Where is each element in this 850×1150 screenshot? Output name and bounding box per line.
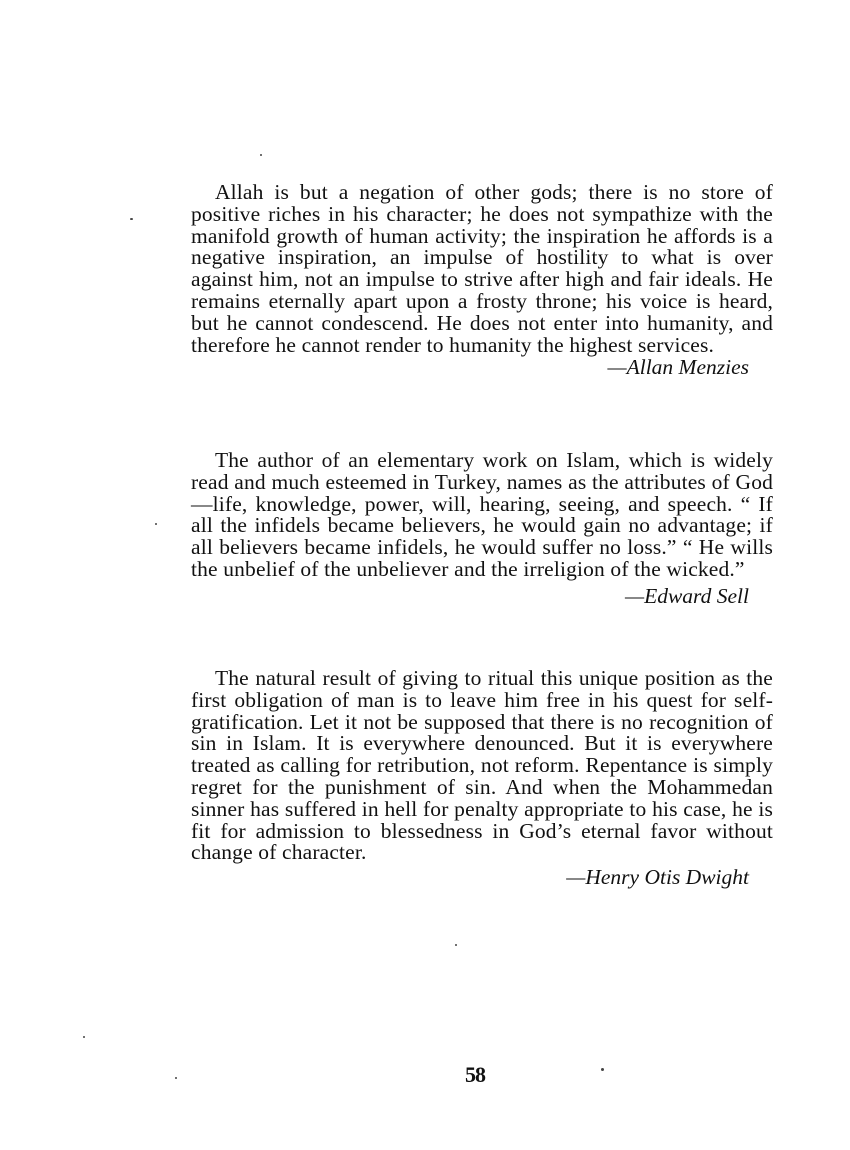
scan-speck (260, 154, 262, 156)
quote-attribution: —Henry Otis Dwight (566, 865, 749, 890)
page-number: 58 (465, 1062, 485, 1087)
scan-speck (83, 1036, 85, 1038)
scan-speck (130, 218, 133, 220)
quote-dwight (191, 668, 773, 888)
quote-attribution: —Edward Sell (624, 583, 749, 608)
quote-sell (191, 450, 773, 607)
scan-speck (455, 944, 457, 946)
quote-text: The author of an elementary work on Islam, which is widely read and much esteemed in Turkey, names as the attributes of God—life, knowledge, power, will, hearing, seeing, and speech. “ If all the infidels became believers, he would gain no advantage; if all believers became infidels, he would suffer no loss.” “ He wills the unbelief of the unbeliever and the irreligion of the wicked.” (191, 448, 773, 581)
quote-menzies (191, 182, 773, 378)
scan-speck (601, 1068, 604, 1071)
quote-text: Allah is but a negation of other gods; there is no store of positive riches in his character; he does not sympathize with the manifold growth of human activity; the inspiration he affords is a negative inspiration, an impulse of hostility to what is over against him, not an impulse to strive after high and fair ideals. He remains eternally apart upon a frosty throne; his voice is heard, but he cannot condescend. He does not enter into humanity, and therefore he cannot render to humanity the highest services. (191, 180, 773, 357)
quote-attribution: —Allan Menzies (607, 355, 749, 380)
scan-speck (155, 523, 157, 525)
quote-text: The natural result of giving to ritual this unique position as the first obligation of man is to leave him free in his quest for self-gratification. Let it not be supposed that there is no recognition of sin in Islam. It is everywhere denounced. But it is everywhere treated as calling for retribution, not reform. Repentance is simply regret for the punishment of sin. And when the Mohammedan sinner has suffered in hell for penalty appropriate to his case, he is fit for admission to blessedness in God’s eternal favor without change of character. (191, 666, 773, 865)
scan-speck (175, 1077, 177, 1079)
